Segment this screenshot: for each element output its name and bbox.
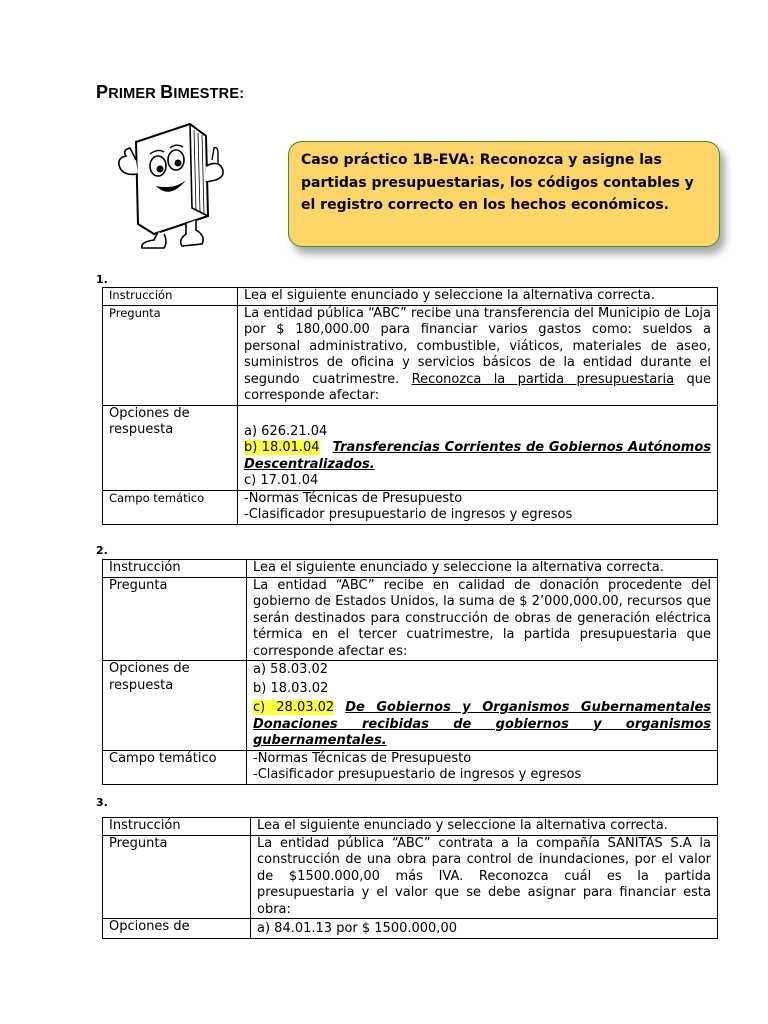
pregunta-text: La entidad pública “ABC” recibe una transferencia del Municipio de Loja por $ 180,000.00 para financiar varios gastos como: sueldos a personal administrativo, combustible, viáticos, materiales de aseo, suministros de oficina y servicios básicos de la entidad durante el segundo cuatrimestre. Reconozca la partida presupuestaria que corresponde afectar: [238,305,718,405]
instruccion-label: Instrucción [103,288,238,306]
campo-text: -Normas Técnicas de Presupuesto -Clasificador presupuestario de ingresos y egresos [247,750,718,784]
question-1-number: 1. [96,273,108,286]
instruccion-label: Instrucción [103,560,247,578]
pregunta-label: Pregunta [103,577,247,661]
table-row [103,288,718,306]
question-2-table [102,559,718,785]
question-1-table [102,287,718,525]
question-2-number: 2. [96,544,108,557]
opciones-label: Opciones de respuesta [103,405,238,490]
option-b: b) 18.03.02 [253,681,329,696]
option-c: c) 28.03.02 De Gobiernos y Organismos Gubernamentales Donaciones recibidas de gobiernos y organismos gubernamentales. [253,700,712,748]
pregunta-label: Pregunta [103,305,238,405]
table-row [103,405,718,490]
table-row [103,835,718,919]
pregunta-text: La entidad “ABC” recibe en calidad de donación procedente del gobierno de Estados Unidos, la suma de $ 2’000,000.00, recursos que serán destinados para construcción de obras de generación eléctrica térmica en el tercer cuatrimestre, la partida presupuestaria que corresponde afectar es: [247,577,718,661]
option-c: c) 17.01.04 [244,473,319,488]
table-row [103,577,718,661]
option-a: a) 58.03.02 [253,662,329,677]
book-mascot-illustration [108,120,236,250]
table-row [103,919,718,939]
instruccion-text: Lea el siguiente enunciado y seleccione la alternativa correcta. [238,288,718,306]
option-a: a) 626.21.04 [244,423,328,439]
table-row [103,305,718,405]
table-row [103,818,718,836]
option-b: b) 18.01.04 Transferencias Corrientes de Gobiernos Autónomos Descentralizados. [244,440,711,472]
opciones-list [238,405,718,490]
table-row [103,661,718,751]
opciones-label: Opciones de respuesta [103,661,247,751]
instruccion-text: Lea el siguiente enunciado y seleccione la alternativa correcta. [251,818,718,836]
table-row [103,750,718,784]
table-row [103,560,718,578]
campo-text: -Normas Técnicas de Presupuesto -Clasificador presupuestario de ingresos y egresos [238,490,718,524]
table-row [103,490,718,524]
campo-label: Campo temático [103,750,247,784]
option-a: a) 84.01.13 por $ 1500.000,00 [251,919,718,939]
pregunta-text: La entidad pública “ABC” contrata a la compañía SANITAS S.A la construcción de una obra para control de inundaciones, por el valor de $1500.000,00 más IVA. Reconozca cuál es la partida presupuestaria y el valor que se debe asignar para financiar esta obra: [251,835,718,919]
instruccion-text: Lea el siguiente enunciado y seleccione la alternativa correcta. [247,560,718,578]
pregunta-label: Pregunta [103,835,251,919]
case-study-callout: Caso práctico 1B-EVA: Reconozca y asigne las partidas presupuestarias, los códigos contables y el registro correcto en los hechos económicos. [288,141,720,247]
page-title: PRIMER BIMESTRE: [96,82,245,102]
opciones-label: Opciones de [103,919,251,939]
question-3-number: 3. [96,796,108,809]
question-3-table [102,817,718,939]
campo-label: Campo temático [103,490,238,524]
instruccion-label: Instrucción [103,818,251,836]
opciones-list [247,661,718,751]
